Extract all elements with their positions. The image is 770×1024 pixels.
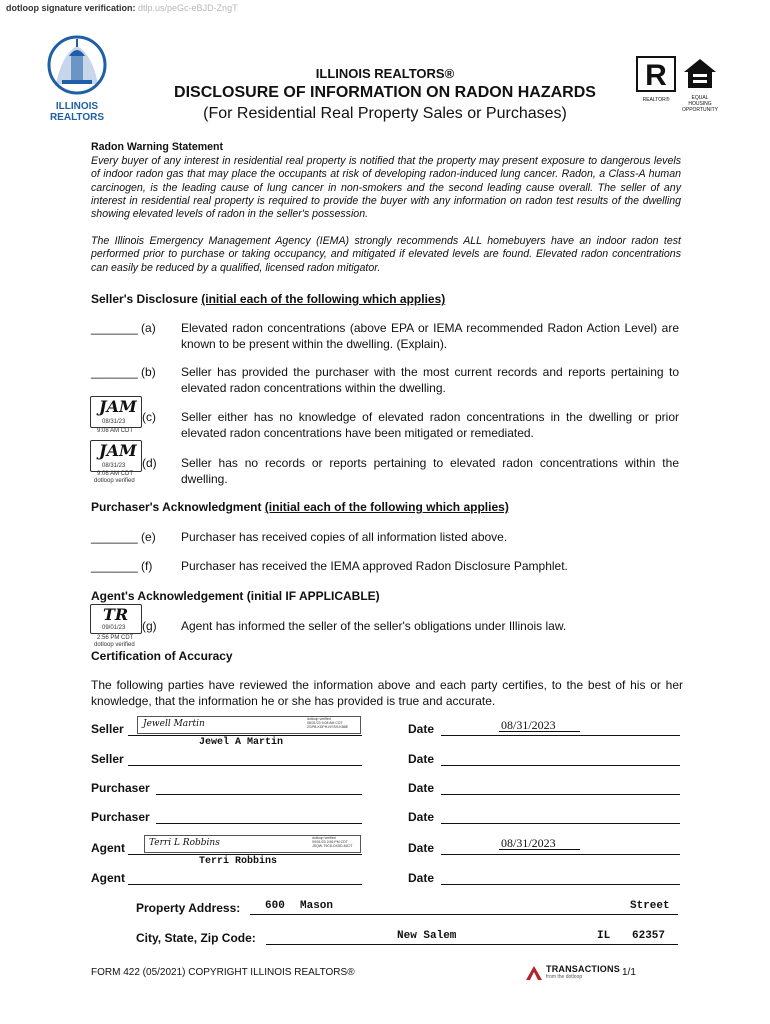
property-street-suffix[interactable]: Street <box>630 900 670 912</box>
agent-printed-name: Terri Robbins <box>199 856 278 867</box>
agent-signature-box[interactable] <box>144 835 361 853</box>
item-e-text: Purchaser has received copies of all information listed above. <box>181 530 508 544</box>
property-address-line[interactable] <box>250 914 678 915</box>
heading-prefix: Purchaser's Acknowledgment <box>91 500 265 514</box>
seller-label: Seller <box>91 722 124 736</box>
seller-date-value[interactable]: 08/31/2023 <box>501 718 556 732</box>
iema-paragraph: The Illinois Emergency Management Agency (IEMA) strongly recommends ALL homebuyers have an indoor radon test performed prior to purchase or taking occupancy, and mitigated if elevated levels are found. Elevated radon concentrations can easily be reduced by a qualified, licensed radon mitigator. <box>91 235 681 274</box>
agent-2-signature-line[interactable] <box>128 884 362 885</box>
initial-blank-e[interactable]: _______ (e) <box>91 530 156 544</box>
item-d-text: Seller has no records or reports pertaining to elevated radon concentrations within the dwelling. <box>181 456 679 486</box>
item-g-text: Agent has informed the seller of the seller's obligations under Illinois law. <box>181 619 567 633</box>
date-label: Date <box>408 810 435 824</box>
item-c-letter: (c) <box>142 410 156 424</box>
initials-stamp-d[interactable] <box>90 440 142 472</box>
initials-date: 09/01/23 <box>102 625 126 631</box>
realtor-label: REALTOR® <box>642 97 670 103</box>
stamp-datetime: 09/01/23 2:56 PM CDT <box>312 840 348 844</box>
agent-signature: Terri L Robbins <box>149 838 220 848</box>
stamp-code: JSQW-T9C8-OX5D-MZJT <box>312 844 353 848</box>
eho-line2: OPPORTUNITY <box>681 107 719 113</box>
property-address-label: Property Address: <box>136 901 241 915</box>
logo-line2: REALTORS <box>49 112 105 123</box>
purchaser-date-line[interactable] <box>441 794 680 795</box>
certification-heading: Certification of Accuracy <box>91 649 233 663</box>
purchaser-2-label: Purchaser <box>91 810 150 824</box>
purchaser-2-date-line[interactable] <box>441 823 680 824</box>
property-number[interactable]: 600 <box>265 900 285 912</box>
heading-underlined: (initial each of the following which applies) <box>201 292 446 306</box>
initials-time: 9:08 AM CDT <box>97 471 134 477</box>
initial-blank-f[interactable]: _______ (f) <box>91 559 153 573</box>
initial-blank-b[interactable]: _______ (b) <box>91 365 156 379</box>
dotloop-verification-bar <box>6 3 238 13</box>
verification-label: dotloop signature verification: <box>6 3 136 13</box>
initials-signature: JAM <box>99 441 137 460</box>
form-footer: FORM 422 (05/2021) COPYRIGHT ILLINOIS REALTORS® <box>91 967 355 978</box>
heading-underlined: (initial each of the following which applies) <box>264 500 509 514</box>
stamp-verified: dotloop verified <box>312 836 336 840</box>
property-zip[interactable]: 62357 <box>632 930 666 942</box>
property-state[interactable]: IL <box>597 930 611 942</box>
agent-date-value[interactable]: 08/31/2023 <box>501 836 556 850</box>
document-title: DISCLOSURE OF INFORMATION ON RADON HAZARDS <box>174 84 596 101</box>
agent-label: Agent <box>91 841 125 855</box>
verification-link[interactable]: dtlp.us/peGc-eBJD-ZngT <box>138 3 238 13</box>
date-label: Date <box>408 752 435 766</box>
initials-stamp-g[interactable] <box>90 604 142 634</box>
date-label: Date <box>408 781 435 795</box>
agent-date-underline <box>499 849 580 850</box>
initials-date: 08/31/23 <box>102 463 126 469</box>
seller-signature: Jewell Martin <box>143 719 205 729</box>
city-state-zip-label: City, State, Zip Code: <box>136 931 256 945</box>
dotloop-verified-label: dotloop verified <box>94 478 135 484</box>
document-subtitle: (For Residential Real Property Sales or Purchases) <box>203 105 567 122</box>
stamp-datetime: 08/31/23 9:08 AM CDT <box>307 721 343 725</box>
purchaser-2-signature-line[interactable] <box>156 823 362 824</box>
stamp-code: 2GPB-KDPH-NYSH-KB8E <box>307 725 349 729</box>
seller-2-date-line[interactable] <box>441 765 680 766</box>
item-g-letter: (g) <box>142 619 157 633</box>
seller-date-line[interactable] <box>441 735 680 736</box>
item-c-text: Seller either has no knowledge of elevated radon concentrations in the dwelling or prior elevated radon concentrations have been mitigated or remediated. <box>181 410 679 440</box>
svg-text:R: R <box>645 59 667 92</box>
purchaser-ack-heading <box>91 500 509 514</box>
item-b-text: Seller has provided the purchaser with the most current records and reports pertaining to elevated radon concentrations within the dwelling. <box>181 365 679 395</box>
page-number: 1/1 <box>622 967 636 978</box>
item-a-text: Elevated radon concentrations (above EPA or IEMA recommended Radon Action Level) are known to be present within the dwelling. (Explain). <box>181 321 679 351</box>
seller-2-label: Seller <box>91 752 124 766</box>
property-street[interactable]: Mason <box>300 900 334 912</box>
seller-printed-name: Jewel A Martin <box>199 737 284 748</box>
date-label: Date <box>408 841 435 855</box>
agent-signature-line[interactable] <box>128 854 362 855</box>
agent-dotloop-stamp <box>312 836 353 848</box>
transactions-mark-icon <box>524 964 544 982</box>
date-label: Date <box>408 871 435 885</box>
seller-signature-box[interactable] <box>137 716 361 734</box>
purchaser-signature-line[interactable] <box>156 794 362 795</box>
agent-2-date-line[interactable] <box>441 884 680 885</box>
agent-ack-heading: Agent's Acknowledgement (initial IF APPLICABLE) <box>91 589 380 603</box>
warning-paragraph: Every buyer of any interest in residential real property is notified that the property may present exposure to dangerous levels of indoor radon gas that may place the occupants at risk of developing radon-induced lung cancer. Radon, a Class-A human carcinogen, is the leading cause of lung cancer in non-smokers and the second leading cause overall. The seller of any interest in residential real property is required to provide the buyer with any information on radon test results of the dwelling showing elevated levels of radon in the seller's possession. <box>91 155 681 221</box>
item-f-text: Purchaser has received the IEMA approved Radon Disclosure Pamphlet. <box>181 559 568 573</box>
transactions-brand: TRANSACTIONS <box>546 964 620 974</box>
initials-signature: TR <box>103 605 129 624</box>
heading-prefix: Seller's Disclosure <box>91 292 202 306</box>
initials-signature: JAM <box>99 397 137 416</box>
initials-stamp-c[interactable] <box>90 396 142 428</box>
seller-date-underline <box>499 731 580 732</box>
stamp-verified: dotloop verified <box>307 717 331 721</box>
property-city[interactable]: New Salem <box>397 930 457 942</box>
city-state-zip-line[interactable] <box>266 944 678 945</box>
dotloop-verified-label: dotloop verified <box>94 642 135 648</box>
org-heading: ILLINOIS REALTORS® <box>315 66 455 81</box>
seller-2-signature-line[interactable] <box>128 765 362 766</box>
agent-date-line[interactable] <box>441 854 680 855</box>
initials-time: 2:56 PM CDT <box>97 635 134 641</box>
eho-line1: EQUAL HOUSING <box>688 95 712 107</box>
transactions-tagline: from the dotloop <box>546 974 583 980</box>
agent-2-label: Agent <box>91 871 125 885</box>
initials-date: 08/31/23 <box>102 419 126 425</box>
seller-dotloop-stamp <box>307 717 348 729</box>
certification-text: The following parties have reviewed the information above and each party certifies, to the best of his or her knowledge, that the information he or she has provided is true and accurate. <box>91 678 683 708</box>
logo-line1: ILLINOIS <box>55 101 99 112</box>
purchaser-label: Purchaser <box>91 781 150 795</box>
seller-disclosure-heading <box>91 292 445 306</box>
item-d-letter: (d) <box>142 456 157 470</box>
initials-time: 9:08 AM CDT <box>97 428 134 434</box>
seller-signature-line[interactable] <box>128 735 362 736</box>
initial-blank-a[interactable]: _______ (a) <box>91 321 156 335</box>
date-label: Date <box>408 722 435 736</box>
warning-heading: Radon Warning Statement <box>91 141 224 153</box>
